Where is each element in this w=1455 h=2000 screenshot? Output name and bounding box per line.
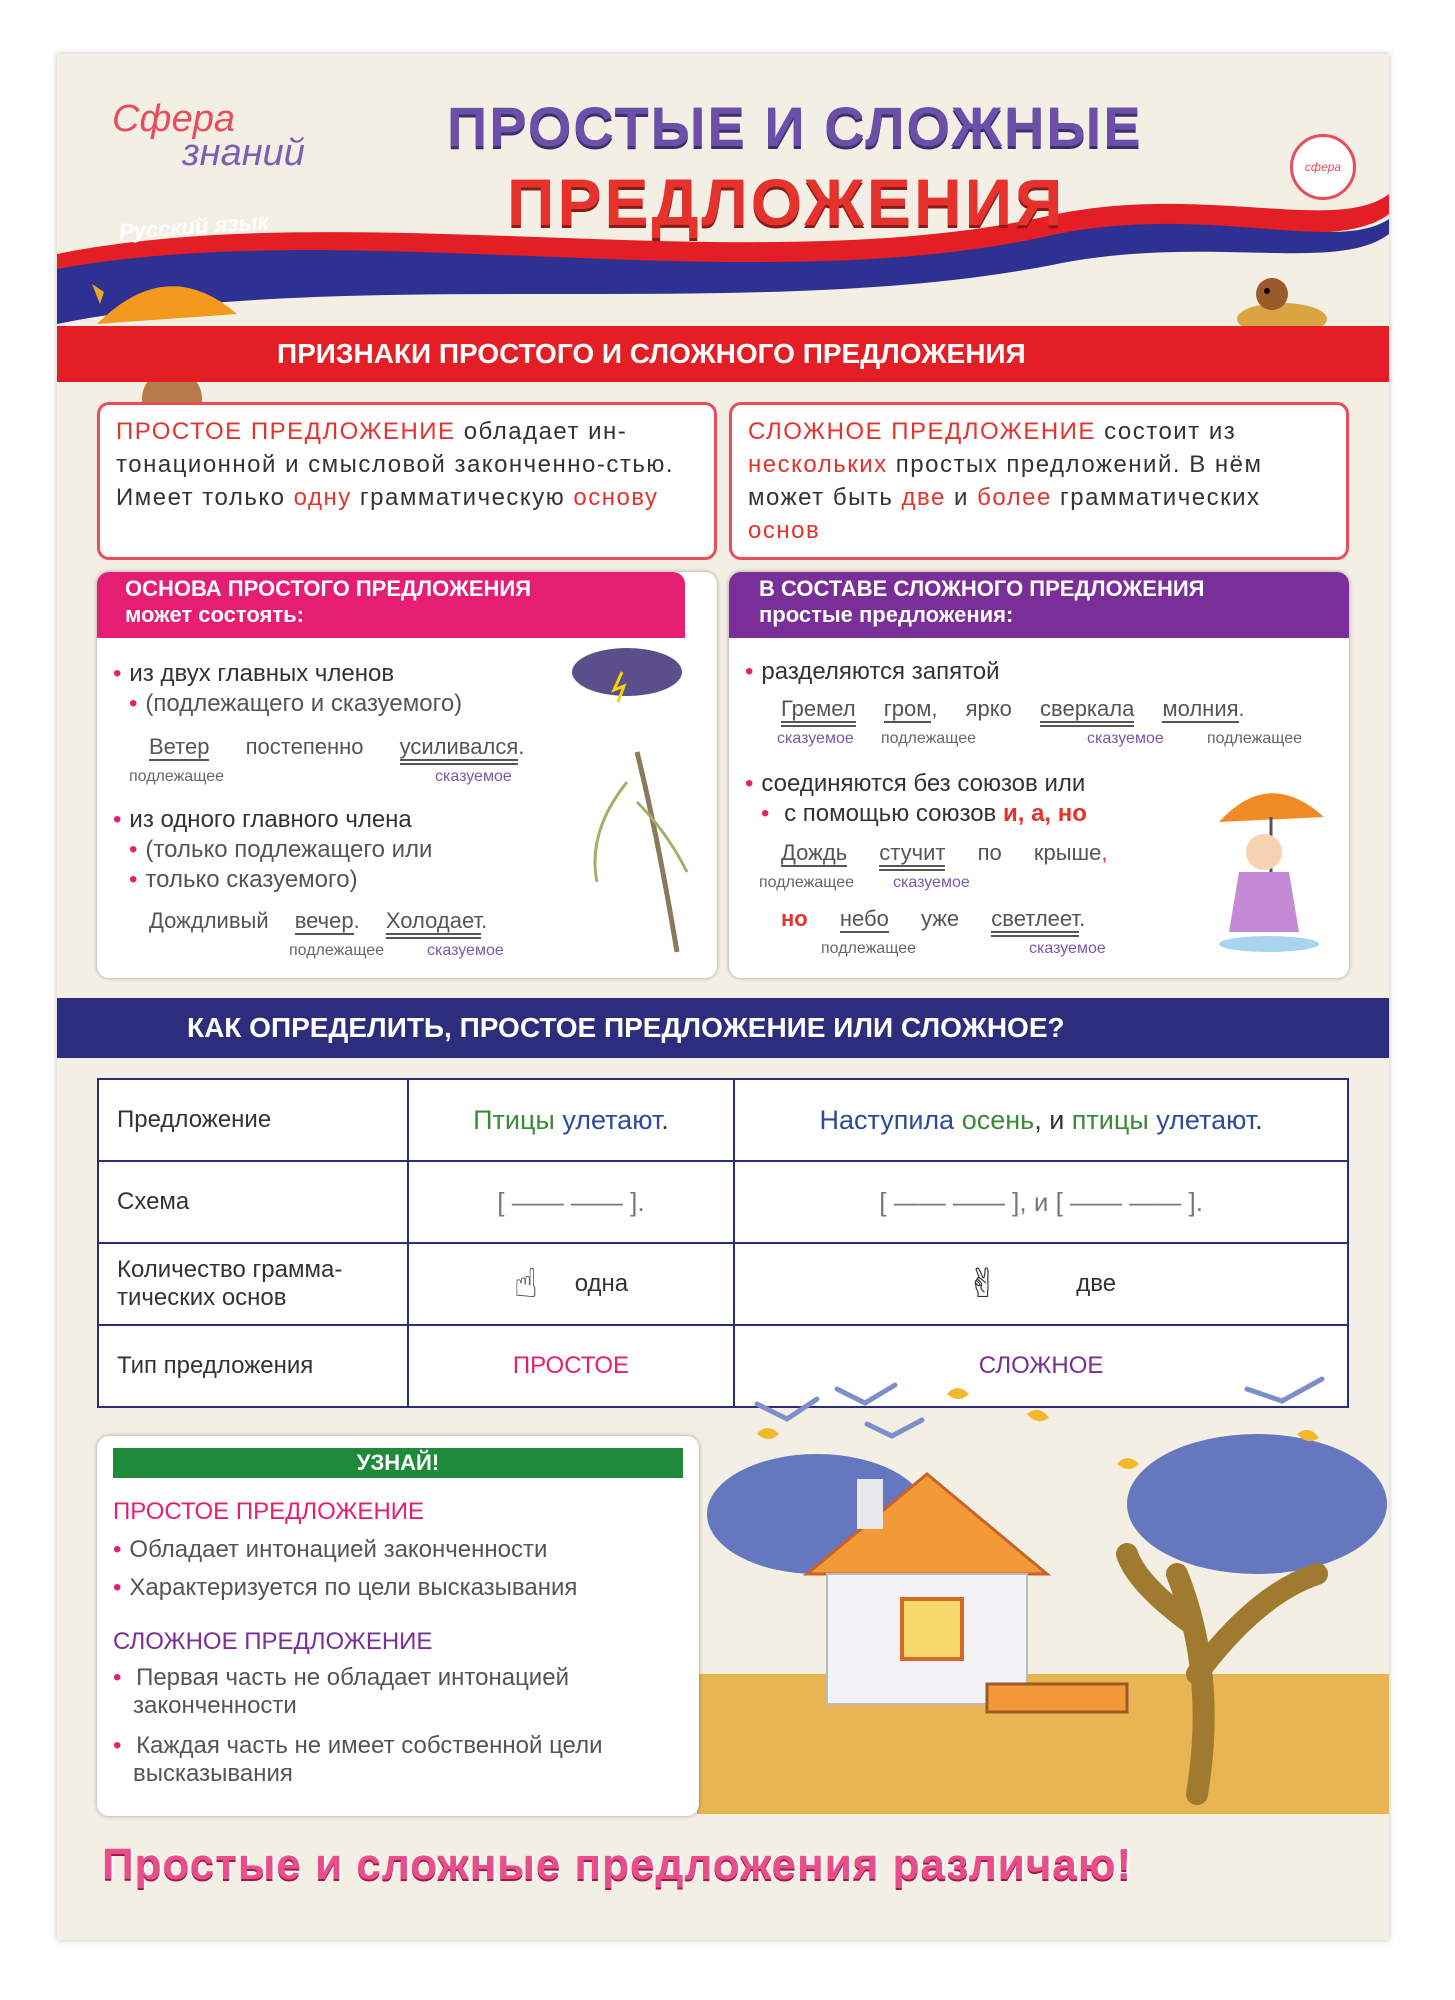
simple-basis-heading bbox=[97, 572, 685, 638]
basis-example2 bbox=[149, 908, 487, 934]
complex-term: СЛОЖНОЕ ПРЕДЛОЖЕНИЕ bbox=[748, 418, 1096, 445]
cex1-label1: сказуемое bbox=[777, 730, 854, 747]
ex1-label-subject: подлежащее bbox=[129, 768, 224, 785]
tip-heading: УЗНАЙ! bbox=[113, 1448, 683, 1478]
poster bbox=[57, 54, 1389, 1940]
simple-sentence-predicate: улетают bbox=[554, 1104, 662, 1135]
complex-sentence-part5: улетают bbox=[1148, 1104, 1256, 1135]
simple-basis-count bbox=[408, 1243, 735, 1325]
simple-term: ПРОСТОЕ ПРЕДЛОЖЕНИЕ bbox=[116, 418, 456, 445]
cex3-dot: . bbox=[1079, 906, 1086, 931]
two-fingers-hand-icon: ✌ bbox=[966, 1262, 1000, 1306]
logo-line1: Сфера bbox=[112, 98, 236, 140]
tip-complex-item1 bbox=[113, 1664, 569, 1720]
tip-complex-item2-line2: высказывания bbox=[133, 1760, 293, 1787]
storm-tree-illustration bbox=[567, 632, 707, 962]
cex1-label2: подлежащее bbox=[881, 730, 976, 747]
footer-slogan: Простые и сложные предложения различаю! bbox=[102, 1840, 1133, 1889]
row-label-type: Тип предложения bbox=[98, 1325, 408, 1407]
publisher-badge: сфера bbox=[1290, 134, 1356, 200]
cex2-label1: подлежащее bbox=[759, 874, 854, 891]
simple-definition-box bbox=[97, 402, 717, 560]
cex1-word3: ярко bbox=[965, 696, 1012, 721]
tip-box bbox=[97, 1436, 699, 1816]
ex2-label-predicate: сказуемое bbox=[427, 942, 504, 959]
title-line1: ПРОСТЫЕ И СЛОЖНЫЕ bbox=[447, 95, 1143, 158]
cex2-word3: по bbox=[977, 840, 1002, 865]
complex-sentence-part1: Наступила bbox=[819, 1104, 955, 1135]
cex1-comma: , bbox=[931, 696, 938, 721]
simple-basis-count-value: одна bbox=[574, 1270, 629, 1297]
basis-example1 bbox=[149, 734, 524, 760]
tip-simple-item1: • Обладает интонацией законченности bbox=[113, 1534, 547, 1566]
row-label-sentence: Предложение bbox=[98, 1079, 408, 1161]
cex2-word-subject: Дождь bbox=[781, 840, 848, 865]
composition-example2 bbox=[781, 840, 1108, 866]
complex-text3: и bbox=[945, 484, 978, 511]
cex3-label1: подлежащее bbox=[821, 940, 916, 957]
simple-basis-heading-line2: может состоять: bbox=[125, 602, 304, 627]
basis-bullet2-sub2: • только сказуемого) bbox=[129, 864, 358, 896]
composition-bullet1: • разделяются запятой bbox=[745, 656, 1000, 688]
simple-basis-heading-line1: ОСНОВА ПРОСТОГО ПРЕДЛОЖЕНИЯ bbox=[125, 576, 532, 601]
table-row bbox=[98, 1161, 1348, 1243]
cex3-conjunction: но bbox=[781, 906, 808, 931]
tip-simple-title: ПРОСТОЕ ПРЕДЛОЖЕНИЕ bbox=[113, 1498, 425, 1525]
complex-scheme: [ —— —— ], и [ —— —— ]. bbox=[734, 1161, 1348, 1243]
ex2-word1: Дождливый bbox=[149, 908, 269, 933]
cex1-word-subject1: гром bbox=[883, 696, 932, 721]
basis-bullet2: • из одного главного члена bbox=[113, 804, 412, 836]
simple-highlight: одну bbox=[293, 484, 352, 511]
complex-basis-count-value: две bbox=[1076, 1270, 1117, 1297]
complex-text2: простых предложений. В нём может быть bbox=[748, 451, 1263, 511]
composition-bullet2: • соединяются без союзов или bbox=[745, 768, 1085, 800]
cex2-comma: , bbox=[1101, 840, 1108, 865]
tip-complex-title: СЛОЖНОЕ ПРЕДЛОЖЕНИЕ bbox=[113, 1628, 433, 1655]
complex-sentence-part3: , и bbox=[1034, 1104, 1072, 1135]
tip-complex-item1-line1: Первая часть не обладает интонацией bbox=[136, 1664, 569, 1691]
cex1-label4: подлежащее bbox=[1207, 730, 1302, 747]
ex1-label-predicate: сказуемое bbox=[435, 768, 512, 785]
complex-text1: состоит из bbox=[1095, 418, 1237, 445]
composition-example3 bbox=[781, 906, 1085, 932]
section2-heading: КАК ОПРЕДЕЛИТЬ, ПРОСТОЕ ПРЕДЛОЖЕНИЕ ИЛИ СЛОЖНОЕ? bbox=[187, 1012, 1065, 1043]
simple-sentence-subject: Птицы bbox=[473, 1104, 555, 1135]
ex1-dot: . bbox=[518, 734, 525, 759]
table-row bbox=[98, 1243, 1348, 1325]
basis-bullet1-sub: • (подлежащего и сказуемого) bbox=[129, 688, 462, 720]
composition-bullet2-line2 bbox=[761, 798, 1087, 830]
row-label-scheme: Схема bbox=[98, 1161, 408, 1243]
cex1-dot: . bbox=[1238, 696, 1245, 721]
simple-basis-panel bbox=[97, 572, 717, 978]
cex2-word-predicate: стучит bbox=[879, 840, 945, 871]
cex2-word4: крыше bbox=[1033, 840, 1102, 865]
logo-line2: знаний bbox=[182, 132, 305, 174]
simple-sentence bbox=[408, 1079, 735, 1161]
flying-bird-right-illustration bbox=[1237, 1364, 1347, 1414]
complex-highlight1: нескольких bbox=[748, 451, 888, 478]
complex-sentence bbox=[734, 1079, 1348, 1161]
tip-simple-item2: • Характеризуется по цели высказывания bbox=[113, 1572, 577, 1604]
tip-complex-item2 bbox=[113, 1732, 603, 1788]
cex1-label3: сказуемое bbox=[1087, 730, 1164, 747]
complex-end: основ bbox=[748, 517, 821, 544]
composition-bullet2-text: с помощью союзов bbox=[784, 800, 1003, 827]
complex-sentence-dot: . bbox=[1255, 1104, 1263, 1135]
complex-sentence-part4: птицы bbox=[1071, 1104, 1149, 1135]
ex1-word-subject: Ветер bbox=[149, 734, 210, 759]
complex-sentence-part2: осень bbox=[954, 1104, 1035, 1135]
cex3-word-subject: небо bbox=[839, 906, 889, 931]
simple-scheme: [ —— —— ]. bbox=[408, 1161, 735, 1243]
tip-complex-item2-line1: Каждая часть не имеет собственной цели bbox=[136, 1732, 603, 1759]
ex1-word-predicate: усиливался bbox=[400, 734, 519, 765]
complex-text4: грамматических bbox=[1051, 484, 1261, 511]
complex-type: СЛОЖНОЕ bbox=[734, 1325, 1348, 1407]
simple-end: основу bbox=[573, 484, 659, 511]
complex-basis-count bbox=[734, 1243, 1348, 1325]
title-line2: ПРЕДЛОЖЕНИЯ bbox=[507, 165, 1066, 239]
girl-umbrella-illustration bbox=[1199, 772, 1339, 962]
ex1-word2: постепенно bbox=[245, 734, 364, 759]
row-label-basis-count bbox=[98, 1243, 408, 1325]
complex-composition-heading bbox=[729, 572, 1349, 638]
publisher-logo bbox=[112, 98, 305, 174]
ex2-word-subject: вечер bbox=[294, 908, 354, 933]
complex-highlight3: более bbox=[977, 484, 1052, 511]
complex-composition-heading-line2: простые предложения: bbox=[759, 602, 1014, 627]
complex-composition-panel bbox=[729, 572, 1349, 978]
conjunctions: и, а, но bbox=[1002, 800, 1087, 827]
comparison-table bbox=[97, 1078, 1349, 1408]
composition-example1 bbox=[781, 696, 1245, 722]
flying-birds-illustration bbox=[747, 1354, 947, 1444]
cex3-label2: сказуемое bbox=[1029, 940, 1106, 957]
ex2-label-subject: подлежащее bbox=[289, 942, 384, 959]
simple-sentence-dot: . bbox=[661, 1104, 669, 1135]
basis-count-label-line2: тических основ bbox=[117, 1284, 287, 1311]
cex1-word-subject2: молния bbox=[1162, 696, 1239, 721]
complex-composition-heading-line1: В СОСТАВЕ СЛОЖНОГО ПРЕДЛОЖЕНИЯ bbox=[759, 576, 1205, 601]
one-finger-hand-icon: ☝ bbox=[513, 1262, 539, 1306]
tip-complex-item1-line2: законченности bbox=[133, 1692, 297, 1719]
complex-definition-box bbox=[729, 402, 1349, 560]
simple-text2: грамматическую bbox=[351, 484, 574, 511]
complex-highlight2: две bbox=[901, 484, 946, 511]
basis-count-label-line1: Количество грамма- bbox=[117, 1256, 343, 1283]
table-row bbox=[98, 1079, 1348, 1161]
cex3-word-predicate: светлеет bbox=[991, 906, 1079, 937]
section1-heading: ПРИЗНАКИ ПРОСТОГО И СЛОЖНОГО ПРЕДЛОЖЕНИЯ bbox=[277, 338, 1026, 369]
basis-bullet1: • из двух главных членов bbox=[113, 658, 394, 690]
simple-type: ПРОСТОЕ bbox=[408, 1325, 735, 1407]
ex2-dot2: . bbox=[481, 908, 488, 933]
cex3-word3: уже bbox=[920, 906, 960, 931]
basis-bullet2-sub1: • (только подлежащего или bbox=[129, 834, 432, 866]
cex1-word-predicate2: сверкала bbox=[1040, 696, 1134, 727]
ex2-dot1: . bbox=[353, 908, 360, 933]
cex2-label2: сказуемое bbox=[893, 874, 970, 891]
simple-text1: обладает ин-тонационной и смысловой законченно-стью. Имеет только bbox=[116, 418, 675, 511]
subject-label: Русский язык bbox=[118, 208, 270, 245]
cex1-word-predicate1: Гремел bbox=[781, 696, 856, 727]
ex2-word-predicate: Холодает bbox=[386, 908, 481, 939]
